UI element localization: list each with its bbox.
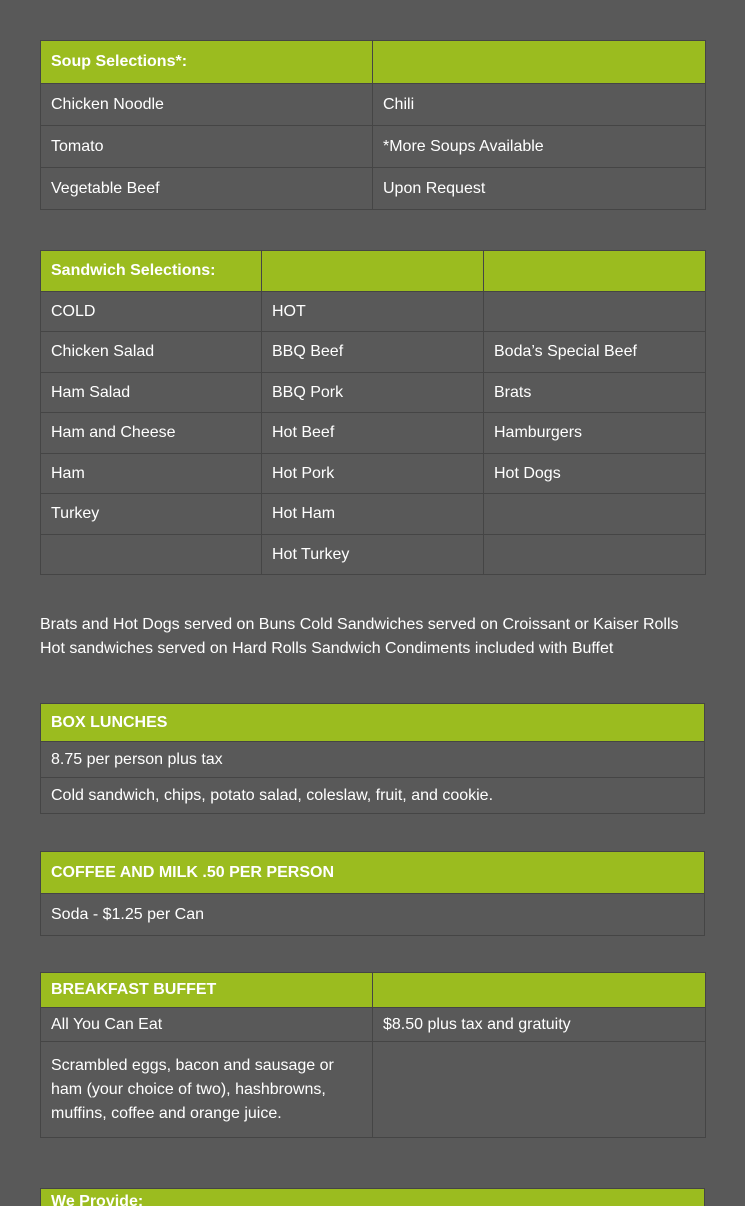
table-row	[41, 332, 706, 373]
table-cell: Chicken Salad	[41, 332, 262, 373]
table-cell: Scrambled eggs, bacon and sausage or ham (your choice of two), hashbrowns, muffins, coffee and orange juice.	[41, 1042, 373, 1138]
we-provide-table	[40, 1188, 705, 1206]
coffee-header: COFFEE AND MILK .50 PER PERSON	[41, 852, 705, 894]
soup-table	[40, 40, 706, 210]
table-row	[41, 494, 706, 535]
table-cell: Chicken Noodle	[41, 84, 373, 126]
sandwich-note: Brats and Hot Dogs served on Buns Cold Sandwiches served on Croissant or Kaiser Rolls Hot sandwiches served on Hard Rolls Sandwich Condiments included with Buffet	[40, 616, 679, 657]
table-cell: *More Soups Available	[373, 126, 706, 168]
table-row	[41, 778, 705, 814]
table-cell: HOT	[262, 292, 484, 332]
breakfast-header-empty	[373, 973, 706, 1008]
table-cell: BBQ Beef	[262, 332, 484, 373]
table-header-row	[41, 1189, 705, 1206]
table-cell: Hot Turkey	[262, 535, 484, 575]
table-header-row	[41, 973, 706, 1008]
table-cell: Ham and Cheese	[41, 413, 262, 454]
we-provide-header: We Provide:	[41, 1189, 705, 1206]
table-cell: Hot Pork	[262, 454, 484, 494]
table-row	[41, 373, 706, 413]
table-row	[41, 413, 706, 454]
table-cell	[484, 535, 706, 575]
coffee-table	[40, 851, 705, 936]
box-lunches-table	[40, 703, 705, 814]
table-header-row	[41, 704, 705, 742]
table-cell: Boda’s Special Beef	[484, 332, 706, 373]
table-cell	[484, 292, 706, 332]
sandwich-header-empty	[484, 251, 706, 292]
box-lunches-header: BOX LUNCHES	[41, 704, 705, 742]
sandwich-header-title: Sandwich Selections:	[41, 251, 262, 292]
table-cell: Ham Salad	[41, 373, 262, 413]
table-cell	[373, 1042, 706, 1138]
table-row	[41, 742, 705, 778]
table-header-row	[41, 852, 705, 894]
soup-header-empty	[373, 41, 706, 84]
table-cell: All You Can Eat	[41, 1008, 373, 1042]
table-row	[41, 894, 705, 936]
table-cell: Tomato	[41, 126, 373, 168]
table-row	[41, 454, 706, 494]
table-row	[41, 292, 706, 332]
table-row	[41, 1008, 706, 1042]
table-cell: Brats	[484, 373, 706, 413]
breakfast-header-title: BREAKFAST BUFFET	[41, 973, 373, 1008]
table-cell: $8.50 plus tax and gratuity	[373, 1008, 706, 1042]
table-row	[41, 535, 706, 575]
table-row	[41, 168, 706, 210]
sandwich-header-empty	[262, 251, 484, 292]
breakfast-table	[40, 972, 706, 1138]
soup-header-title: Soup Selections*:	[41, 41, 373, 84]
table-cell	[41, 535, 262, 575]
table-row	[41, 126, 706, 168]
table-cell: Hot Ham	[262, 494, 484, 535]
table-cell: Turkey	[41, 494, 262, 535]
table-cell: Vegetable Beef	[41, 168, 373, 210]
table-cell: COLD	[41, 292, 262, 332]
table-cell: 8.75 per person plus tax	[41, 742, 705, 778]
table-cell: Upon Request	[373, 168, 706, 210]
table-cell: Soda - $1.25 per Can	[41, 894, 705, 936]
table-row	[41, 1042, 706, 1138]
table-cell: Cold sandwich, chips, potato salad, coleslaw, fruit, and cookie.	[41, 778, 705, 814]
table-cell: Hot Beef	[262, 413, 484, 454]
table-cell	[484, 494, 706, 535]
table-row	[41, 84, 706, 126]
table-cell: Hot Dogs	[484, 454, 706, 494]
table-cell: BBQ Pork	[262, 373, 484, 413]
table-cell: Chili	[373, 84, 706, 126]
table-cell: Hamburgers	[484, 413, 706, 454]
table-header-row	[41, 251, 706, 292]
table-cell: Ham	[41, 454, 262, 494]
sandwich-table	[40, 250, 706, 575]
table-header-row	[41, 41, 706, 84]
